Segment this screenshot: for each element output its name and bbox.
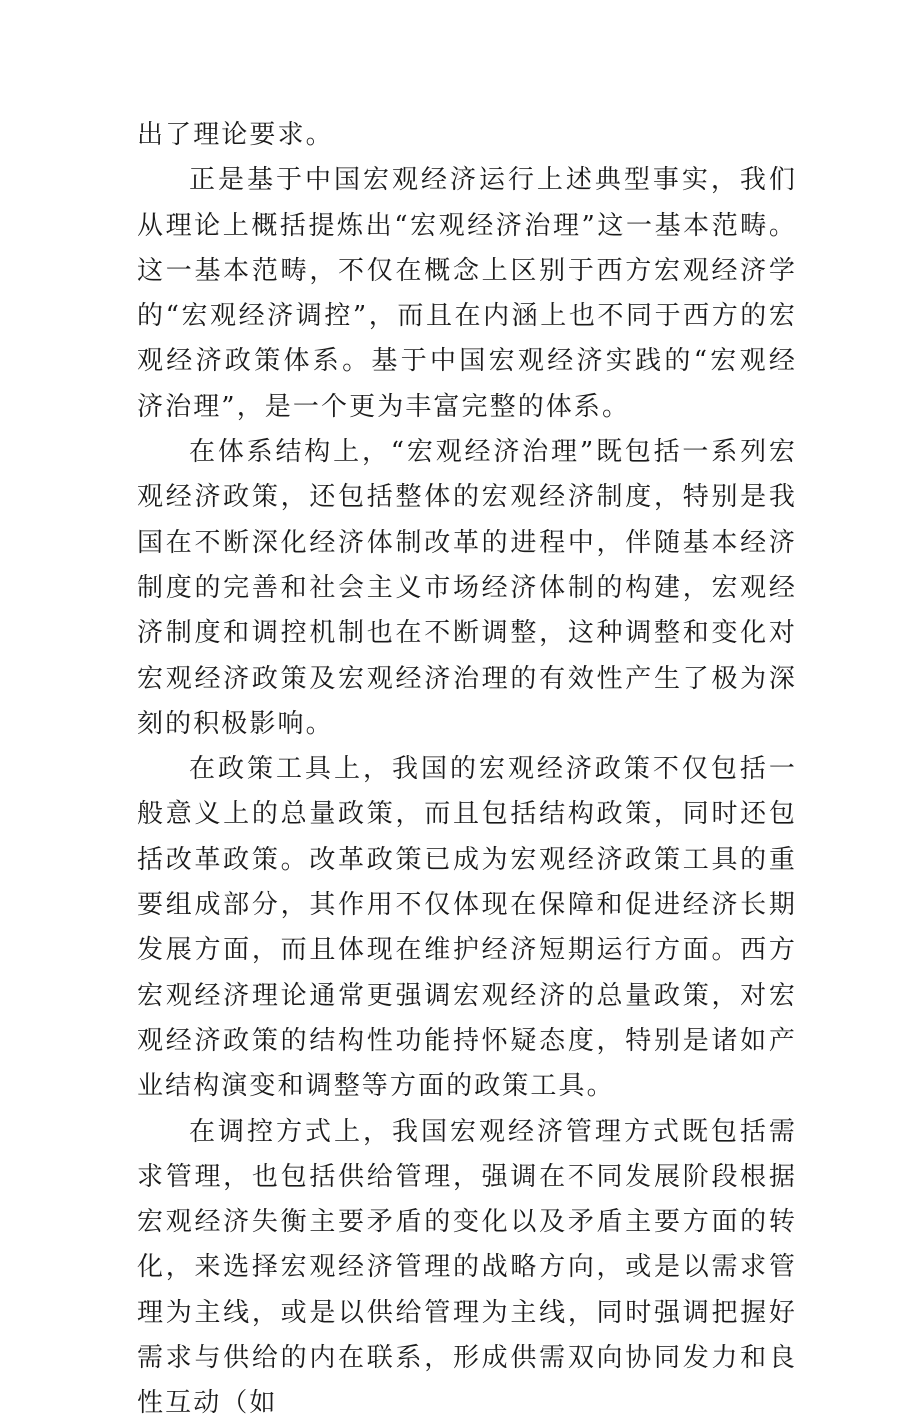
body-text [137,113,797,1427]
paragraph-continuation: 出了理论要求。 [137,120,334,150]
paragraph-regulation-methods: 在调控方式上，我国宏观经济管理方式既包括需求管理，也包括供给管理，强调在不同发展阶段根据宏观经济失衡主要矛盾的变化以及矛盾主要方面的转化，来选择宏观经济管理的战略方向，或是以需求管理为主线，或是以供给管理为主线，同时强调把握好需求与供给的内在联系，形成供需双向协同发力和良性互动（如 [137,1116,797,1419]
paragraph-macro-governance-concept: 正是基于中国宏观经济运行上述典型事实，我们从理论上概括提炼出“宏观经济治理”这一基本范畴。这一基本范畴，不仅在概念上区别于西方宏观经济学的“宏观经济调控”，而且在内涵上也不同于西方的宏观经济政策体系。基于中国宏观经济实践的“宏观经济治理”，是一个更为丰富完整的体系。 [137,165,797,422]
paragraph-system-structure: 在体系结构上，“宏观经济治理”既包括一系列宏观经济政策，还包括整体的宏观经济制度，特别是我国在不断深化经济体制改革的进程中，伴随基本经济制度的完善和社会主义市场经济体制的构建，宏观经济制度和调控机制也在不断调整，这种调整和变化对宏观经济政策及宏观经济治理的有效性产生了极为深刻的积极影响。 [137,437,797,739]
paragraph-policy-tools: 在政策工具上，我国的宏观经济政策不仅包括一般意义上的总量政策，而且包括结构政策，同时还包括改革政策。改革政策已成为宏观经济政策工具的重要组成部分，其作用不仅体现在保障和促进经济长期发展方面，而且体现在维护经济短期运行方面。西方宏观经济理论通常更强调宏观经济的总量政策，对宏观经济政策的结构性功能持怀疑态度，特别是诸如产业结构演变和调整等方面的政策工具。 [137,754,797,1102]
